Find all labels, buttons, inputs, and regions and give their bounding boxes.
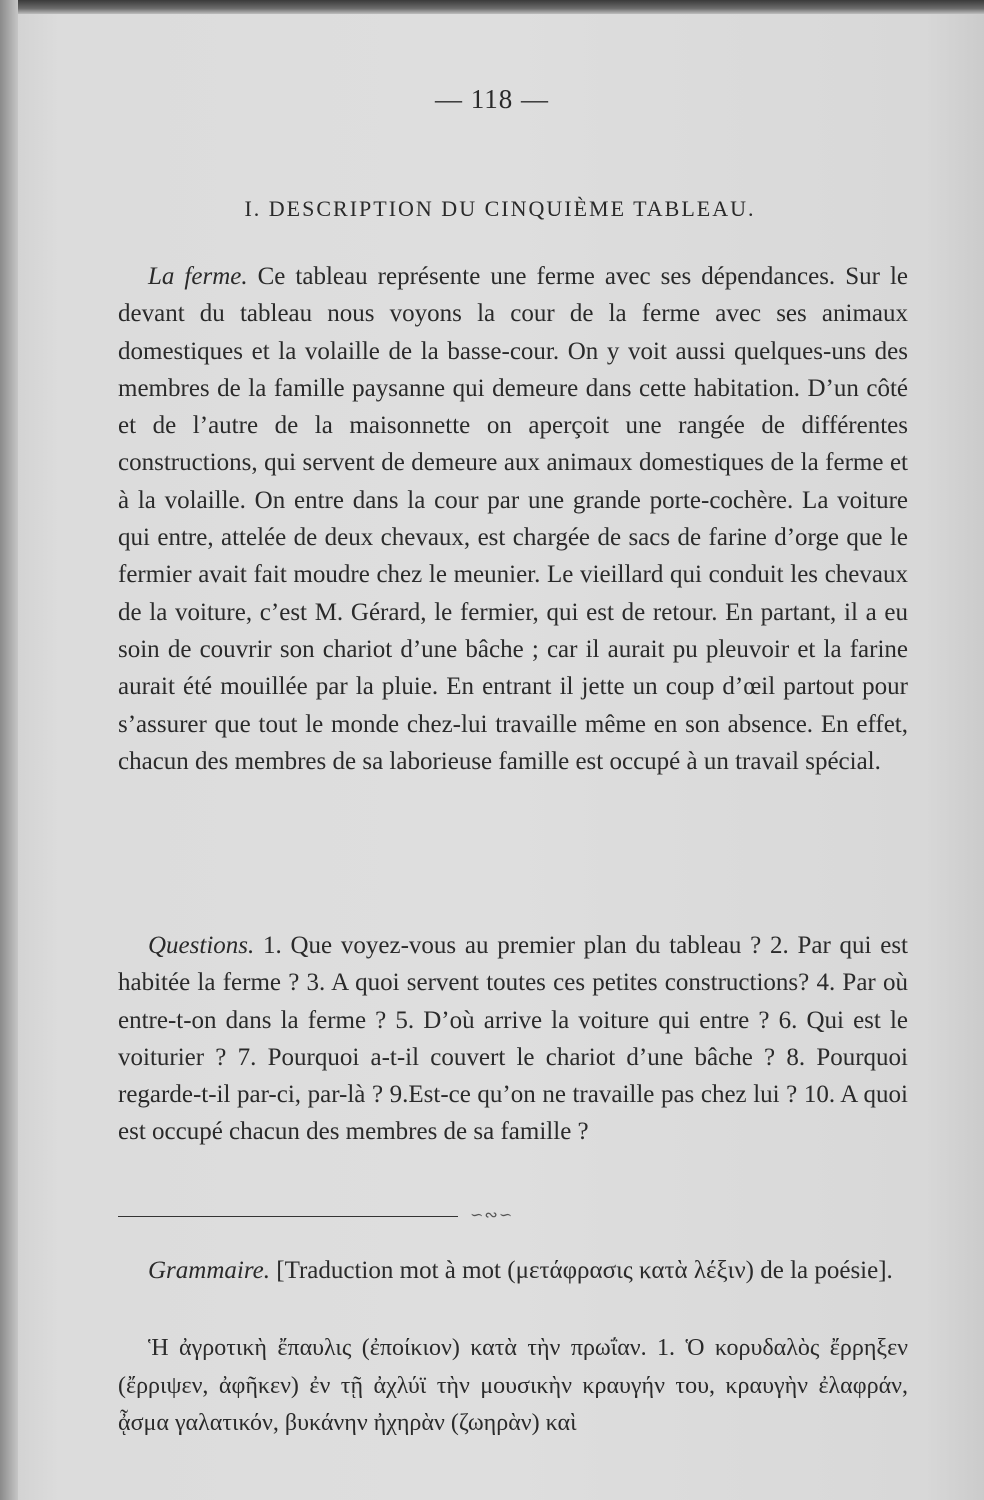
description-body: Ce tableau représente une ferme avec ses dépendances. Sur le devant du tableau nous voyons la cour de la ferme avec ses animaux domestiques et la volaille de la basse-cour. On y voit aussi quelques-uns des membres de la famille paysanne qui demeure dans cette habitation. D’un côté et de l’autre de la maisonnette on aperçoit une rangée de différentes constructions, qui servent de demeure aux animaux domestiques de la ferme et à la volaille. On entre dans la cour par une grande porte-cochère. La voiture qui entre, attelée de deux chevaux, est chargée de sacs de farine d’orge que le fermier avait fait moudre chez le meunier. Le vieillard qui conduit les chevaux de la voiture, c’est M. Gérard, le fermier, qui est de retour. En partant, il a eu soin de couvrir son chariot d’une bâche ; car il aurait pu pleuvoir et la farine aurait été mouillée par la pluie. En entrant il jette un coup d’œil partout pour s’assurer que tout le monde chez-lui travaille même en son absence. En effet, chacun des membres de sa laborieuse famille est occupé à un travail spécial. [118,263,908,775]
page-left-edge [0,0,18,1500]
page-top-edge [0,0,984,14]
grammar-heading: Grammaire. [148,1257,270,1284]
greek-text: Ἡ ἀγροτικὴ ἔπαυλις (ἐποίκιον) κατὰ τὴν πρωΐαν. 1. Ὁ κορυδαλὸς ἔρρηξεν (ἔρριψεν, ἀφῆκεν) ἐν τῇ ἀχλύϊ τὴν μουσικὴν κραυγήν του, κραυγὴν ἐλαφράν, ᾆσμα γαλατικόν, βυκάνην ἠχηρὰν (ζωηρὰν) καὶ [118,1335,908,1436]
section-separator [118,1202,538,1232]
section-title: I. DESCRIPTION DU CINQUIÈME TABLEAU. [244,196,756,221]
questions-paragraph [118,927,908,1151]
description-heading: La ferme. [148,263,248,290]
questions-body: 1. Que voyez-vous au premier plan du tableau ? 2. Par qui est habitée la ferme ? 3. A quoi servent toutes ces petites constructions? 4. Par où entre-t-on dans la ferme ? 5. D’où arrive la voiture qui entre ? 6. Qui est le voiturier ? 7. Pourquoi a-t-il couvert le chariot d’une bâche ? 8. Pourquoi regarde-t-il par-ci, par-là ? 9.Est-ce qu’on ne travaille pas chez lui ? 10. A quoi est occupé chacun des membres de sa famille ? [118,932,908,1146]
separator-rule [118,1216,458,1217]
grammar-body: [Traduction mot à mot (μετάφρασις κατὰ λέξιν) de la poésie]. [270,1257,893,1284]
grammar-paragraph [118,1252,908,1289]
page-number: — 118 — [435,84,549,114]
description-paragraph [118,258,908,780]
questions-heading: Questions. [148,932,255,959]
separator-ornament: ∽∾∽ [470,1207,514,1224]
greek-translation [118,1330,908,1443]
